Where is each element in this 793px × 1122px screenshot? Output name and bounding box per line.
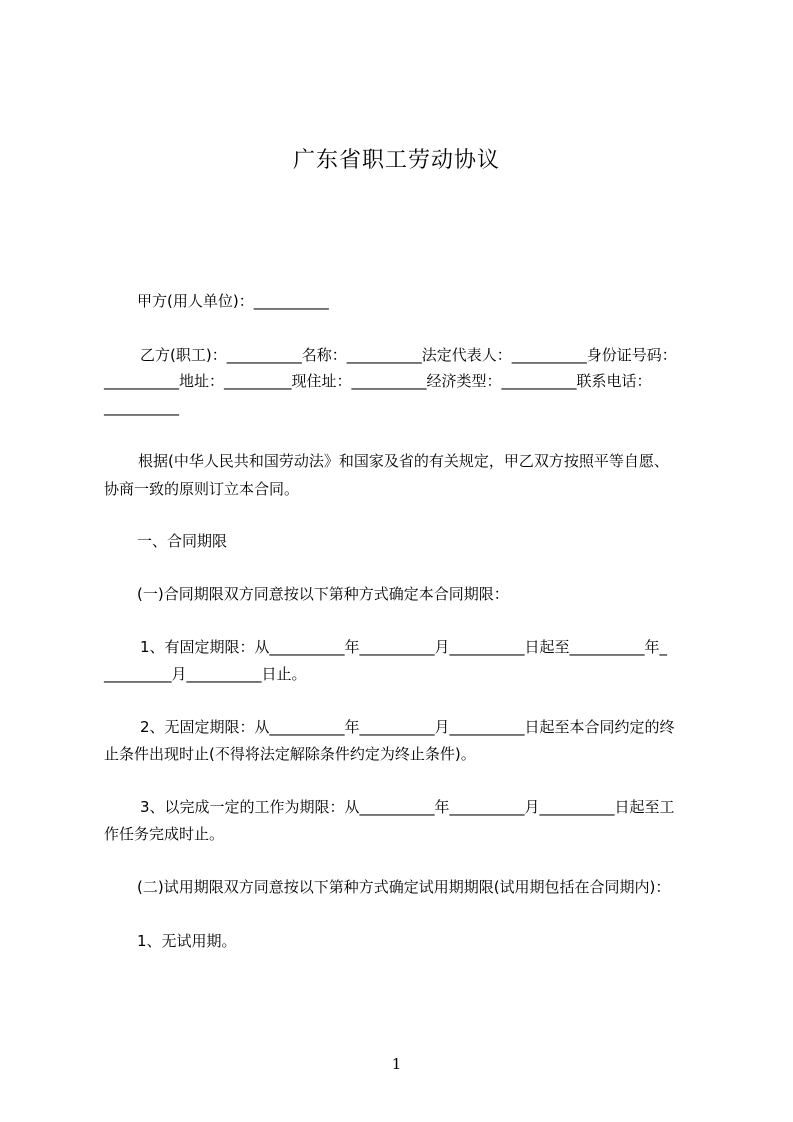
section-1-heading: 一、合同期限 <box>137 532 228 550</box>
document-title: 广东省职工劳动协议 <box>292 148 500 173</box>
party-b-line-2: __________地址：_________现住址：__________经济类型：__________联系电话： <box>104 372 652 390</box>
subsection-2-item-1: 1、无试用期。 <box>137 932 237 950</box>
party-b-line-3: __________ <box>104 398 179 416</box>
item-3-line-1: 3、以完成一定的工作为期限：从__________年__________月__________日起至工 <box>140 798 675 816</box>
preamble-line-1: 根据(中华人民共和国劳动法》和国家及省的有关规定，甲乙双方按照平等自愿、 <box>138 452 669 470</box>
page-number: 1 <box>391 1055 402 1073</box>
item-1-line-2: _________月__________日止。 <box>104 665 307 683</box>
preamble-line-2: 协商一致的原则订立本合同。 <box>104 480 300 498</box>
subsection-2-heading: (二)试用期限双方同意按以下第种方式确定试用期期限(试用期包括在合同期内)： <box>137 878 671 896</box>
item-3-line-2: 作任务完成时止。 <box>104 825 225 843</box>
party-a-line: 甲方(用人单位)：__________ <box>137 292 329 310</box>
item-2-line-1: 2、无固定期限：从__________年__________月__________日起至本合同约定的终 <box>140 718 675 736</box>
subsection-1-heading: (一)合同期限双方同意按以下第种方式确定本合同期限： <box>137 585 509 603</box>
party-b-line-1: 乙方(职工)：__________名称：__________法定代表人：__________身份证号码： <box>140 346 677 364</box>
item-1-line-1: 1、有固定期限：从__________年__________月__________日起至__________年_ <box>140 638 668 656</box>
item-2-line-2: 止条件出现时止(不得将法定解除条件约定为终止条件)。 <box>104 745 476 763</box>
